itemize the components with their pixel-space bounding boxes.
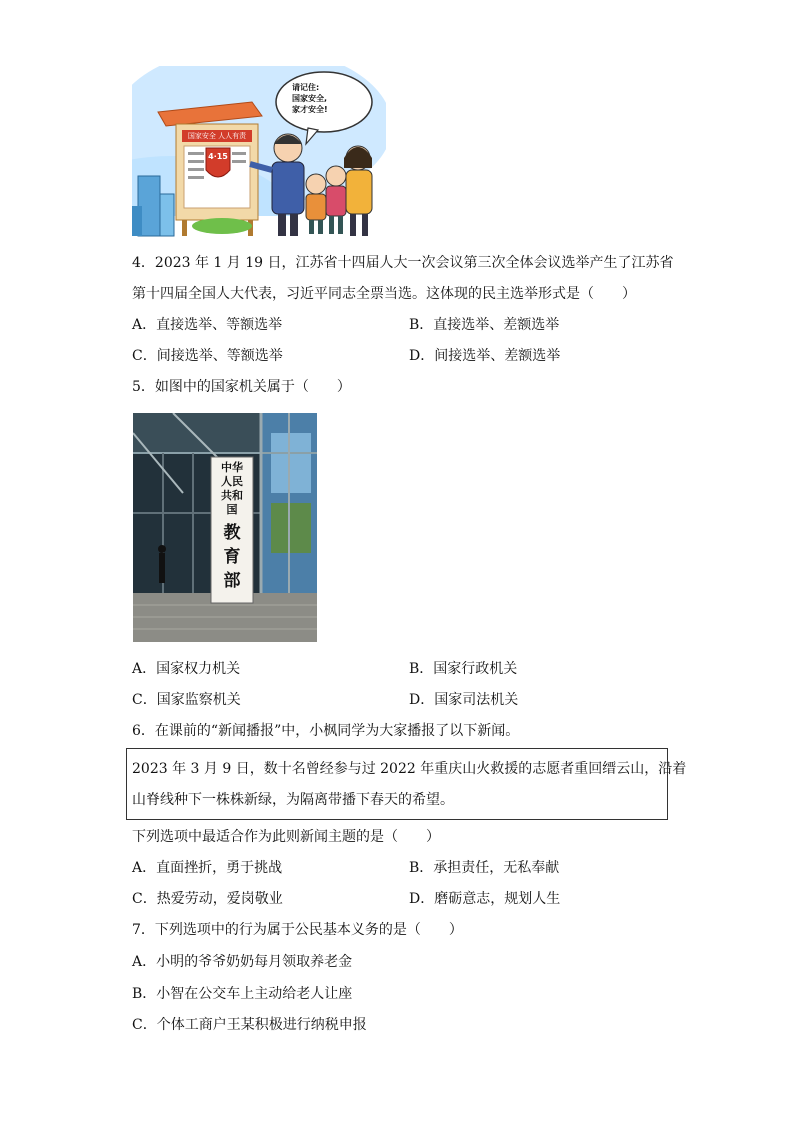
speech-bubble [292,82,358,115]
speech-line-2: 国家安全, [292,94,328,103]
q4-option-c[interactable]: C．间接选举、等额选举 [132,348,283,364]
sign-big-1: 教 [223,523,241,543]
news-box [126,748,668,820]
q4-option-a[interactable]: A．直接选举、等额选举 [132,317,283,333]
q5-option-b[interactable]: B．国家行政机关 [409,661,518,677]
speech-line-3: 家才安全! [292,105,328,114]
sign-big-2: 育 [223,547,241,567]
q5-option-a[interactable]: A．国家权力机关 [132,661,241,677]
q7-stem: 7．下列选项中的行为属于公民基本义务的是（ ） [132,922,463,938]
q7-option-c[interactable]: C．个体工商户王某积极进行纳税申报 [132,1017,367,1033]
news-line-2: 山脊线种下一株株新绿，为隔离带播下春天的希望。 [132,792,454,808]
q6-option-b[interactable]: B．承担责任，无私奉献 [409,860,560,876]
q4-option-d[interactable]: D．间接选举、差额选举 [409,348,561,364]
sign-small-3: 共和 [221,489,243,502]
q5-option-c[interactable]: C．国家监察机关 [132,692,241,708]
national-security-cartoon [132,66,386,238]
news-line-1: 2023 年 3 月 9 日，数十名曾经参与过 2022 年重庆山火救援的志愿者重回缙云山，沿着 [132,761,687,777]
q5-stem: 5．如图中的国家机关属于（ ） [132,379,351,395]
q7-option-b[interactable]: B．小智在公交车上主动给老人让座 [132,986,353,1002]
q6-option-c[interactable]: C．热爱劳动，爱岗敬业 [132,891,283,907]
speech-line-1: 请记住: [292,83,320,92]
ministry-of-education-photo [133,413,317,642]
q7-option-a[interactable]: A．小明的爷爷奶奶每月领取养老金 [132,954,353,970]
q6-stem: 6．在课前的“新闻播报”中，小枫同学为大家播报了以下新闻。 [132,723,520,739]
q6-question: 下列选项中最适合作为此则新闻主题的是（ ） [132,829,440,845]
q6-option-a[interactable]: A．直面挫折，勇于挑战 [132,860,283,876]
q4-stem-line-1: 4．2023 年 1 月 19 日，江苏省十四届人大一次会议第三次全体会议选举产生了江苏省 [132,255,674,271]
sign-small-2: 人民 [221,475,243,488]
sign-big-3: 部 [223,571,241,591]
q4-stem-line-2: 第十四届全国人大代表，习近平同志全票当选。这体现的民主选举形式是（ ） [132,286,636,302]
ministry-sign [213,461,251,593]
q5-option-d[interactable]: D．国家司法机关 [409,692,519,708]
board-header: 国家安全 人人有责 [187,132,247,140]
sign-small-1: 中华 [221,461,243,474]
q4-option-b[interactable]: B．直接选举、差额选举 [409,317,560,333]
q6-option-d[interactable]: D．磨砺意志，规划人生 [409,891,561,907]
sign-small-4: 国 [226,503,238,516]
security-day-badge: 4·15 [208,152,228,161]
